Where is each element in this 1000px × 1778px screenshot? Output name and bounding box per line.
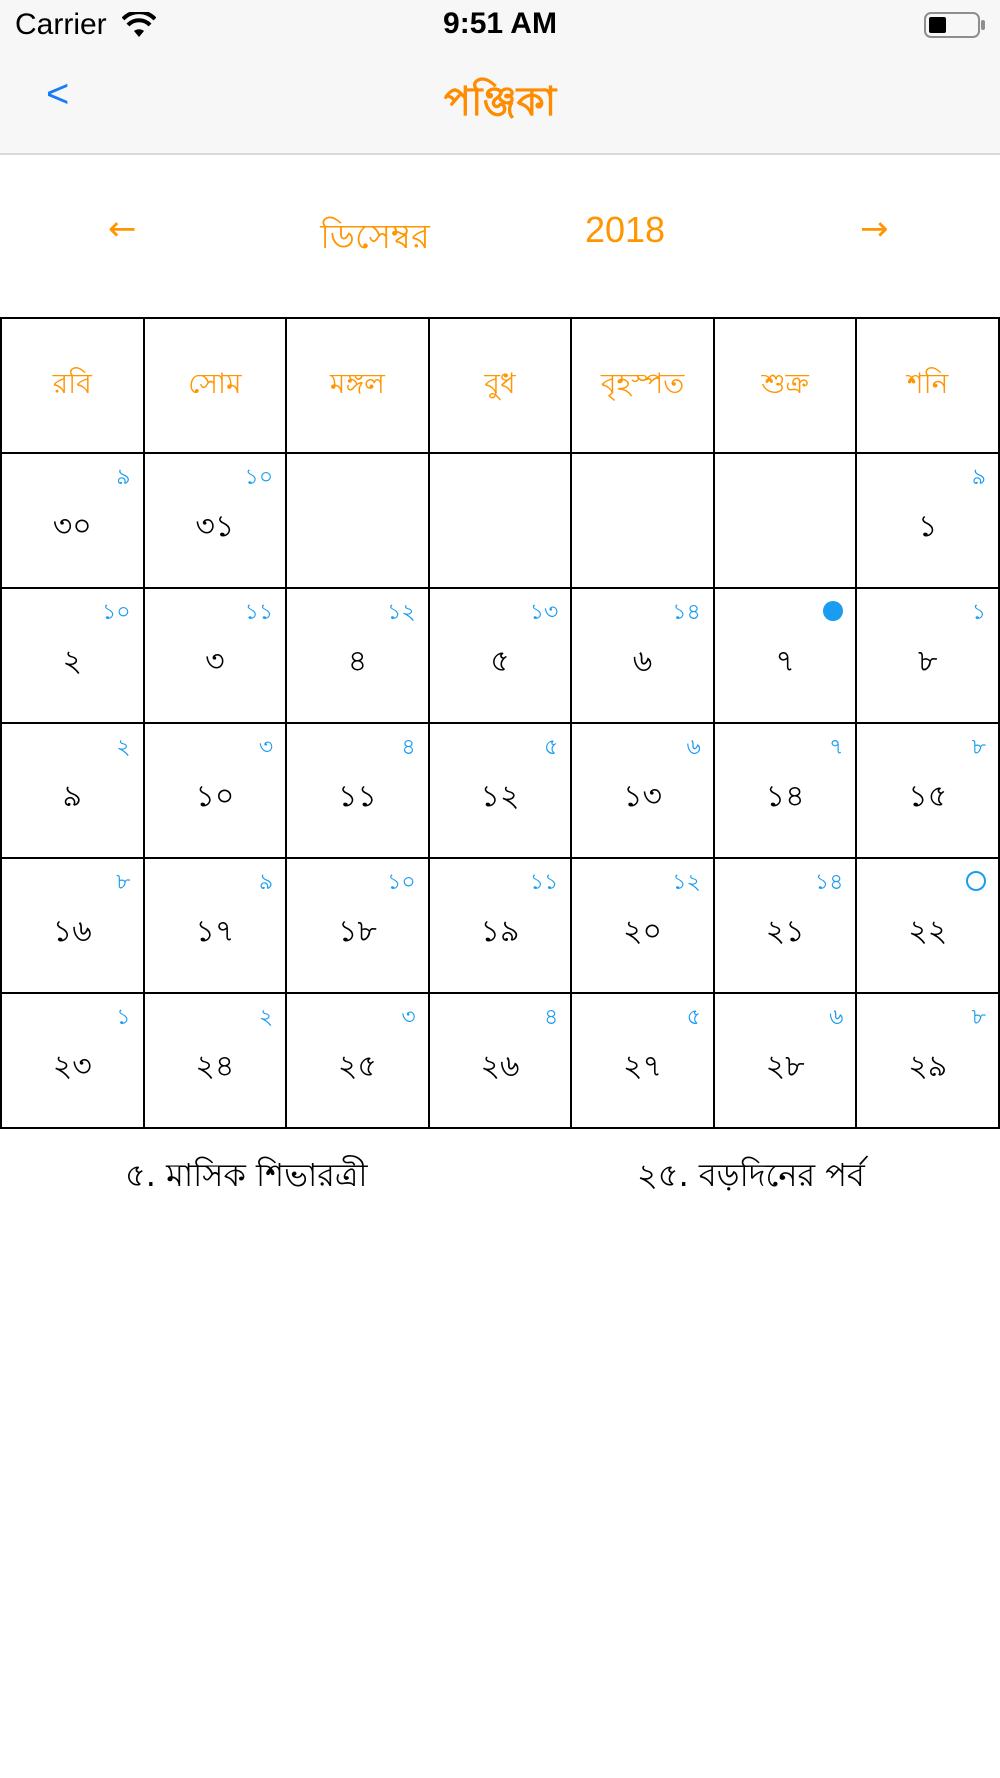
calendar-day-cell[interactable]: [287, 724, 430, 859]
calendar-day-cell[interactable]: [572, 994, 715, 1129]
calendar-day-cell[interactable]: [857, 724, 1000, 859]
calendar-day-cell[interactable]: [2, 589, 145, 724]
calendar-day-cell[interactable]: [145, 724, 288, 859]
tithi-number: ১০: [387, 870, 416, 895]
tithi-number: ৫: [686, 1005, 701, 1030]
day-number: ২২: [908, 914, 948, 949]
tithi-number: ১১: [244, 600, 274, 625]
clock: 9:51 AM: [443, 7, 557, 40]
calendar-day-cell[interactable]: [715, 724, 858, 859]
day-number: ১৮: [337, 914, 377, 949]
previous-month-button[interactable]: ←: [108, 209, 137, 249]
day-number: ১৭: [195, 914, 235, 949]
day-number: ১৯: [480, 914, 520, 949]
calendar-grid: [0, 317, 1000, 1129]
tithi-number: ১২: [387, 600, 416, 625]
tithi-number: ৪: [401, 735, 416, 760]
weekday-header: শুক্র: [715, 319, 858, 454]
day-number: ৩: [205, 644, 225, 679]
weekday-header: রবি: [2, 319, 145, 454]
day-number: ১২: [480, 779, 520, 814]
tithi-number: ৩: [258, 735, 274, 760]
day-number: ১৬: [52, 914, 92, 949]
calendar-day-cell[interactable]: [145, 589, 288, 724]
tithi-number: ৯: [116, 465, 131, 490]
calendar-day-cell[interactable]: [430, 859, 573, 994]
battery-icon: [924, 11, 986, 39]
festival-list: [0, 1150, 1000, 1200]
back-button[interactable]: <: [46, 72, 70, 116]
tithi-number: ১০: [244, 465, 274, 490]
tithi-number: ৫: [544, 735, 559, 760]
navigation-bar: [0, 50, 1000, 155]
calendar-day-cell[interactable]: [430, 724, 573, 859]
tithi-number: ৬: [829, 1005, 844, 1030]
weekday-header: সোম: [145, 319, 288, 454]
weekday-header: বৃহস্পত: [572, 319, 715, 454]
calendar-day-cell[interactable]: [715, 589, 858, 724]
day-number: ৩০: [52, 509, 92, 544]
weekday-header: বুধ: [430, 319, 573, 454]
tithi-number: ৯: [258, 870, 274, 895]
day-number: ২৯: [908, 1049, 948, 1084]
day-number: ১৩: [623, 779, 663, 814]
day-number: ১৫: [908, 779, 948, 814]
day-number: ৩১: [195, 509, 235, 544]
calendar-day-cell[interactable]: [430, 994, 573, 1129]
new-moon-icon: [966, 871, 986, 891]
page-title: পঞ্জিকা: [443, 79, 557, 125]
calendar-day-cell[interactable]: [287, 589, 430, 724]
tithi-number: ২: [116, 735, 131, 760]
tithi-number: ৪: [544, 1005, 559, 1030]
calendar-day-cell[interactable]: [857, 859, 1000, 994]
calendar-day-cell[interactable]: [2, 454, 145, 589]
calendar-day-cell[interactable]: [2, 994, 145, 1129]
day-number: ৪: [347, 644, 368, 679]
month-selector: [0, 205, 1000, 265]
calendar-day-cell[interactable]: [857, 994, 1000, 1129]
day-number: ১: [917, 509, 938, 544]
tithi-number: ১১: [529, 870, 559, 895]
day-number: ২৮: [765, 1049, 805, 1084]
calendar-day-cell[interactable]: [287, 994, 430, 1129]
full-moon-icon: [823, 601, 843, 621]
calendar-day-cell[interactable]: [145, 859, 288, 994]
tithi-number: ৭: [829, 735, 844, 760]
calendar-day-cell[interactable]: [430, 589, 573, 724]
tithi-number: ১৩: [529, 600, 559, 625]
calendar-day-cell[interactable]: [287, 859, 430, 994]
tithi-number: ১: [971, 600, 986, 625]
day-number: ৬: [632, 644, 653, 679]
calendar-empty-cell: [287, 454, 430, 589]
day-number: ৯: [62, 779, 83, 814]
calendar-empty-cell: [572, 454, 715, 589]
carrier-label: Carrier: [15, 8, 107, 41]
calendar-day-cell[interactable]: [2, 724, 145, 859]
day-number: ২৬: [480, 1049, 520, 1084]
day-number: ২: [62, 644, 83, 679]
calendar-empty-cell: [715, 454, 858, 589]
calendar-day-cell[interactable]: [715, 859, 858, 994]
calendar-day-cell[interactable]: [857, 589, 1000, 724]
year-label: 2018: [584, 209, 666, 250]
next-month-button[interactable]: →: [860, 209, 889, 249]
status-bar: [0, 0, 1000, 50]
calendar-day-cell[interactable]: [145, 454, 288, 589]
tithi-number: ৮: [971, 1005, 986, 1030]
tithi-number: ১০: [101, 600, 131, 625]
day-number: ১৪: [765, 779, 805, 814]
calendar-day-cell[interactable]: [857, 454, 1000, 589]
day-number: ২৭: [623, 1049, 663, 1084]
day-number: ২১: [765, 914, 805, 949]
day-number: ৭: [775, 644, 795, 679]
day-number: ২৩: [52, 1049, 92, 1084]
tithi-number: ২: [258, 1005, 274, 1030]
day-number: ২০: [623, 914, 663, 949]
calendar-empty-cell: [430, 454, 573, 589]
day-number: ৫: [490, 644, 510, 679]
tithi-number: ১২: [672, 870, 701, 895]
weekday-header: শনি: [857, 319, 1000, 454]
weekday-header: মঙ্গল: [287, 319, 430, 454]
calendar-day-cell[interactable]: [572, 724, 715, 859]
day-number: ২৪: [195, 1049, 235, 1084]
tithi-number: ১৪: [672, 600, 701, 625]
day-number: ৮: [917, 644, 938, 679]
calendar-day-cell[interactable]: [145, 994, 288, 1129]
calendar-day-cell[interactable]: [572, 859, 715, 994]
tithi-number: ৬: [686, 735, 701, 760]
tithi-number: ১: [116, 1005, 131, 1030]
day-number: ২৫: [337, 1049, 377, 1084]
calendar-day-cell[interactable]: [2, 859, 145, 994]
calendar-day-cell[interactable]: [572, 589, 715, 724]
day-number: ১১: [337, 779, 377, 814]
day-number: ১০: [195, 779, 235, 814]
tithi-number: ৮: [116, 870, 131, 895]
tithi-number: ১৪: [814, 870, 844, 895]
festival-item: ৫. মাসিক শিভারত্রী: [125, 1156, 368, 1194]
tithi-number: ৩: [401, 1005, 416, 1030]
tithi-number: ৮: [971, 735, 986, 760]
calendar-day-cell[interactable]: [715, 994, 858, 1129]
tithi-number: ৯: [971, 465, 986, 490]
festival-item: ২৫. বড়দিনের পর্ব: [637, 1156, 865, 1194]
month-label: ডিসেম্বর: [320, 217, 430, 257]
